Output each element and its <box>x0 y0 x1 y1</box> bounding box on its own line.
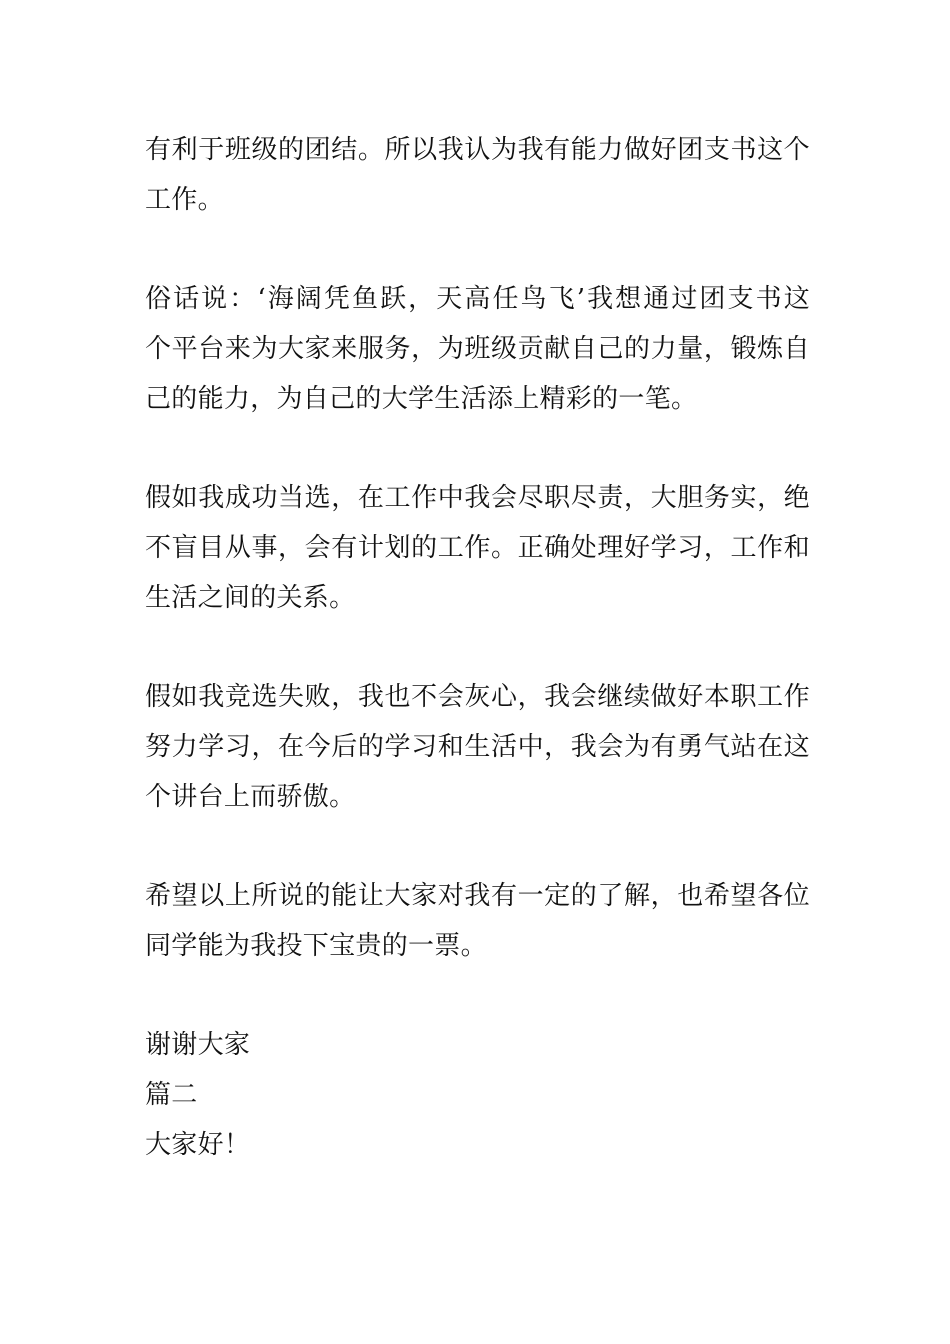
text-line: 同学能为我投下宝贵的一票。 <box>145 931 487 961</box>
greeting-text: 大家好！ <box>145 1130 251 1160</box>
text-line: 俗话说：‘海阔凭鱼跃，天高任鸟飞’我想通过团支书这 <box>145 284 810 314</box>
text-line: 生活之间的关系。 <box>145 583 356 613</box>
text-line: 假如我竞选失败，我也不会灰心，我会继续做好本职工作 <box>145 682 810 712</box>
section-heading: 篇二 <box>145 1080 198 1110</box>
text-line: 有利于班级的团结。所以我认为我有能力做好团支书这个 <box>145 135 810 165</box>
text-line: 假如我成功当选，在工作中我会尽职尽责，大胆务实，绝 <box>145 483 810 513</box>
text-line: 个讲台上而骄傲。 <box>145 782 356 812</box>
text-line: 个平台来为大家来服务，为班级贡献自己的力量，锻炼自 <box>145 334 810 364</box>
document-page <box>145 0 810 1344</box>
text-line: 己的能力，为自己的大学生活添上精彩的一笔。 <box>145 384 698 414</box>
text-line: 工作。 <box>145 185 224 215</box>
closing-text: 谢谢大家 <box>145 1030 251 1060</box>
text-line: 不盲目从事，会有计划的工作。正确处理好学习，工作和 <box>145 533 810 563</box>
text-line: 努力学习，在今后的学习和生活中，我会为有勇气站在这 <box>145 732 810 762</box>
text-line: 希望以上所说的能让大家对我有一定的了解，也希望各位 <box>145 881 810 911</box>
